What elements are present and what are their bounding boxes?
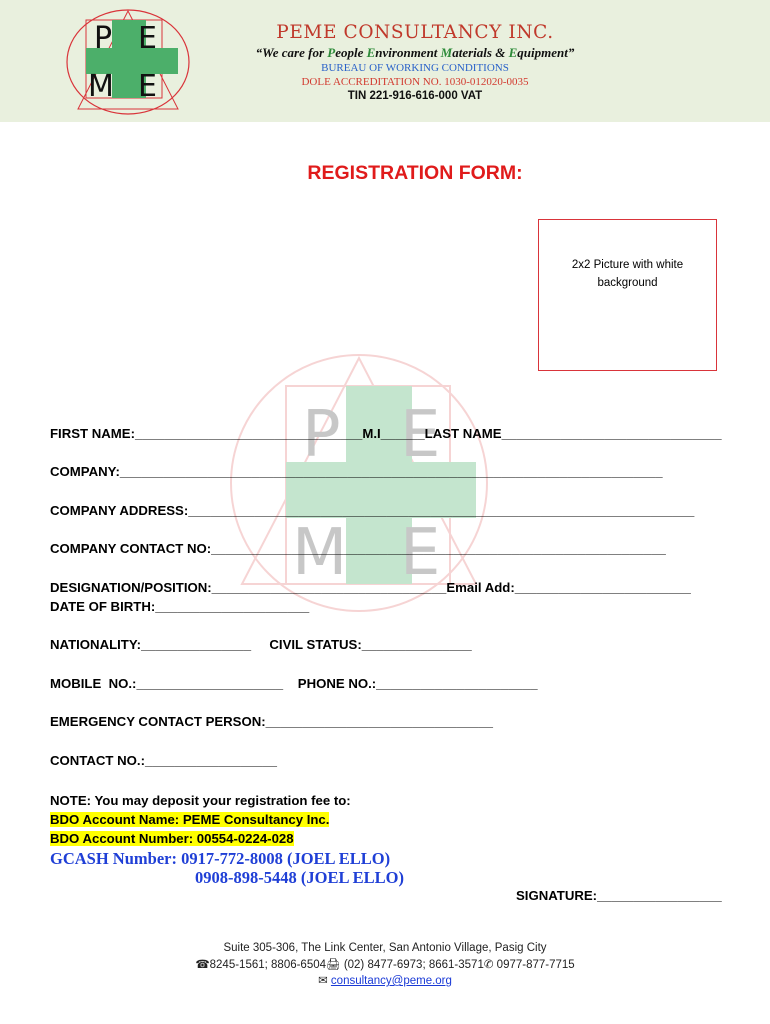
motto-part: “We care for — [255, 45, 328, 60]
watermark-letter-e-top: E — [400, 398, 441, 472]
payment-note — [50, 791, 351, 848]
dole-accreditation: DOLE ACCREDITATION NO. 1030-012020-0035 — [301, 76, 529, 88]
emergency-contact-label: EMERGENCY CONTACT PERSON:_______________________________ — [50, 714, 494, 729]
date-of-birth-field[interactable] — [50, 599, 309, 614]
peme-watermark — [228, 352, 490, 614]
contact-no-field[interactable] — [50, 753, 277, 768]
motto-initial: E — [366, 45, 376, 60]
gcash-number-1: GCASH Number: 0917-772-8008 (JOEL ELLO) — [50, 849, 391, 868]
emergency-contact-field[interactable] — [50, 714, 493, 729]
company-field-label: COMPANY:__________________________________________________________________________ — [50, 464, 663, 479]
payment-note-text: NOTE: You may deposit your registration fee to: — [50, 793, 351, 808]
signature-field[interactable]: SIGNATURE:_________________ — [516, 888, 722, 903]
bureau-text: BUREAU OF WORKING CONDITIONS — [321, 62, 509, 74]
footer — [0, 940, 770, 990]
company-address-label: COMPANY ADDRESS:_____________________________________________________________________ — [50, 503, 695, 518]
logo-letter-e-bottom: E — [138, 69, 157, 104]
motto-part: nvironment — [375, 45, 441, 60]
motto-initial: P — [327, 45, 336, 60]
mobile-phone-label: MOBILE NO.:____________________ PHONE NO.:______________________ — [50, 676, 538, 691]
logo-letter-p: P — [94, 21, 113, 56]
name-field-label: FIRST NAME:_______________________________M.I______LAST NAME______________________________ — [50, 426, 722, 441]
letterhead — [0, 0, 770, 122]
footer-address: Suite 305-306, The Link Center, San Antonio Village, Pasig City — [223, 942, 547, 954]
watermark-graphic — [228, 352, 490, 614]
company-motto — [200, 44, 630, 61]
watermark-letter-p: P — [302, 398, 341, 472]
designation-email-field[interactable] — [50, 580, 691, 595]
photo-placeholder-box — [538, 219, 717, 371]
motto-initial: E — [508, 45, 518, 60]
mobile-phone-field[interactable] — [50, 676, 538, 691]
bdo-account-number: BDO Account Number: 00554-0224-028 — [50, 831, 294, 846]
logo-letter-m: M — [88, 69, 114, 104]
footer-email-line — [0, 973, 770, 990]
letterhead-text — [200, 22, 630, 103]
footer-email-link[interactable]: consultancy@peme.org — [330, 975, 452, 987]
contact-no-label: CONTACT NO.:__________________ — [50, 753, 278, 768]
peme-logo-graphic — [64, 6, 192, 116]
footer-phones: ☎8245-1561; 8806-6504🖨 (02) 8477-6973; 8661-3571✆ 0977-877-7715 — [195, 958, 575, 971]
photo-label: 2x2 Picture with white background — [571, 259, 684, 289]
motto-part: eople — [335, 45, 367, 60]
motto-initial: M — [440, 45, 453, 60]
peme-logo — [64, 6, 192, 116]
company-field[interactable] — [50, 464, 663, 479]
company-name: PEME CONSULTANCY INC. — [276, 22, 554, 43]
designation-email-label: DESIGNATION/POSITION:________________________________Email Add:________________________ — [50, 580, 691, 595]
gcash-number-2: 0908-898-5448 (JOEL ELLO) — [195, 868, 405, 887]
watermark-letter-e-bottom: E — [400, 516, 441, 590]
logo-letter-e-top: E — [138, 21, 157, 56]
nationality-civil-status-field[interactable] — [50, 637, 472, 652]
nationality-civil-status-label: NATIONALITY:_______________ CIVIL STATUS:_______________ — [50, 637, 472, 652]
watermark-letter-m: M — [292, 516, 348, 590]
company-address-field[interactable] — [50, 503, 694, 518]
date-of-birth-label: DATE OF BIRTH:_____________________ — [50, 599, 310, 614]
company-contact-field[interactable] — [50, 541, 666, 556]
company-contact-label: COMPANY CONTACT NO:______________________________________________________________ — [50, 541, 666, 556]
bdo-account-name: BDO Account Name: PEME Consultancy Inc. — [50, 812, 330, 827]
motto-part: quipment” — [517, 45, 575, 60]
envelope-icon: ✉ — [318, 975, 328, 987]
motto-part: aterials & — [452, 45, 509, 60]
form-title: REGISTRATION FORM: — [307, 162, 523, 184]
name-field[interactable] — [50, 426, 722, 441]
tin-number: TIN 221-916-616-000 VAT — [347, 90, 483, 102]
